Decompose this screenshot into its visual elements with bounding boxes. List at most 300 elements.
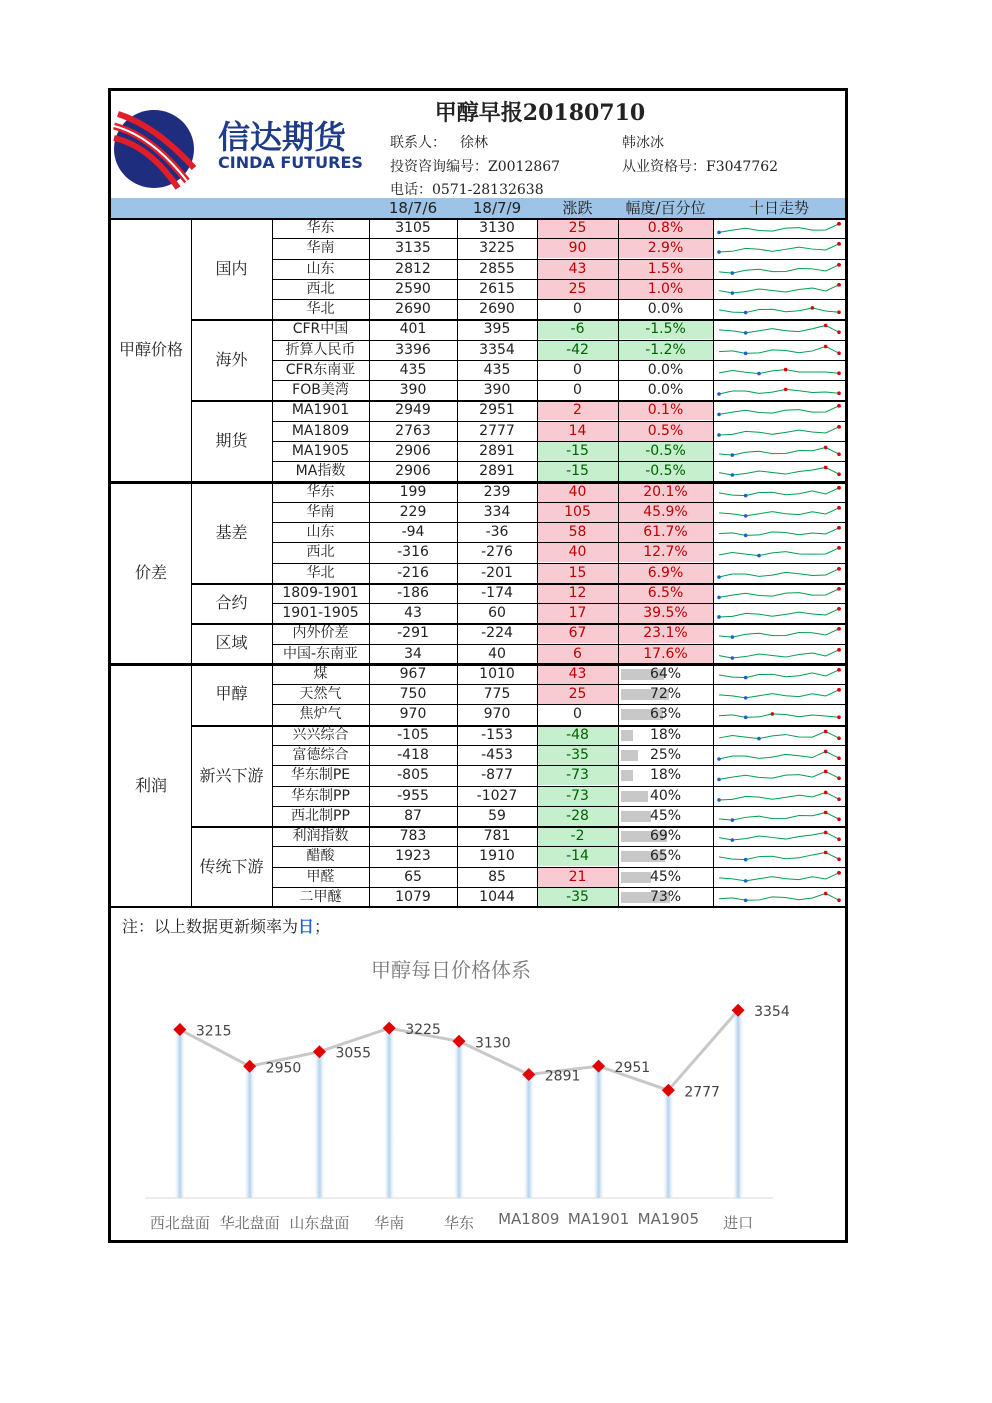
sparkline-low-marker	[744, 311, 748, 315]
percentile-value: 45%	[649, 807, 682, 824]
trend-sparkline	[715, 321, 843, 337]
grid-line	[713, 218, 714, 907]
grid-line	[272, 380, 845, 381]
category-label: 华北盘面	[219, 1214, 280, 1232]
sparkline-low-marker	[744, 351, 748, 355]
sparkline-high-marker	[837, 607, 841, 611]
percentile-value: 72%	[649, 686, 682, 703]
grid-line	[272, 806, 845, 807]
grid-line	[272, 238, 845, 239]
value-date2: 390	[483, 382, 511, 399]
change-value: 2	[537, 400, 618, 420]
subgroup-label: 甲醇	[215, 683, 248, 703]
grid-line	[272, 421, 845, 422]
sparkline-low-marker	[717, 595, 721, 599]
svg-text:CINDA FUTURES: CINDA FUTURES	[218, 153, 363, 172]
sparkline-high-marker	[837, 567, 841, 571]
row-item-label: 山东	[306, 524, 335, 541]
row-item-label: MA指数	[295, 463, 346, 480]
grid-line	[272, 299, 845, 300]
percent-change: 39.5%	[618, 603, 713, 623]
subgroup-label: 期货	[215, 431, 248, 451]
trend-sparkline	[715, 585, 843, 601]
grid-line	[191, 725, 845, 727]
change-value: -73	[537, 786, 618, 806]
sparkline-high-marker	[837, 736, 841, 740]
change-value: -6	[537, 319, 618, 339]
sparkline-high-marker	[837, 756, 841, 760]
grid-line	[111, 906, 845, 908]
row-item-label: 富德综合	[292, 747, 349, 764]
row-item-label: MA1901	[291, 402, 350, 419]
trend-sparkline	[715, 646, 843, 662]
phone: 电话：0571-28132638	[390, 182, 544, 198]
col-percent: 幅度/百分位	[625, 199, 706, 217]
trend-sparkline	[715, 869, 843, 885]
subgroup-label: 国内	[215, 259, 248, 278]
value-date2: -1027	[476, 787, 518, 804]
grid-line	[272, 340, 845, 341]
change-value: 12	[537, 583, 618, 603]
grid-line	[191, 826, 845, 828]
row-item-label: 西北制PP	[291, 807, 350, 824]
grid-line	[111, 663, 845, 666]
chart-title: 甲醇每日价格体系	[371, 958, 531, 982]
value-date1: 1923	[395, 848, 431, 865]
category-label: MA1905	[637, 1210, 700, 1228]
row-item-label: 西北	[306, 544, 335, 561]
sparkline-high-marker	[837, 668, 841, 672]
change-value: 0	[573, 706, 582, 723]
sparkline-low-marker	[731, 636, 735, 640]
sparkline-low-marker	[744, 534, 748, 538]
value-date2: 781	[483, 828, 511, 845]
sparkline-high-marker	[824, 892, 828, 896]
contact-name-1: 徐林	[460, 135, 488, 151]
value-date1: 3396	[395, 341, 431, 358]
sparkline-low-marker	[731, 838, 735, 842]
value-date2: 1010	[479, 665, 515, 682]
percentile-value: 64%	[649, 665, 682, 682]
percent-change: 23.1%	[618, 623, 713, 643]
row-item-label: 内外价差	[292, 625, 349, 642]
trend-sparkline	[715, 808, 843, 824]
trend-sparkline	[715, 443, 843, 459]
change-value: -42	[537, 340, 618, 360]
grid-line	[272, 542, 845, 543]
percentile-value: 18%	[649, 767, 682, 784]
report-title: 甲醇早报20180710	[434, 100, 646, 126]
subgroup-label: 海外	[215, 350, 248, 370]
data-label: 3225	[405, 1022, 441, 1039]
grid-line	[191, 583, 845, 585]
value-date1: 970	[399, 706, 427, 723]
trend-sparkline	[715, 565, 843, 581]
sparkline-high-marker	[837, 688, 841, 692]
row-item-label: 华北	[306, 564, 335, 581]
subgroup-label: 合约	[215, 592, 248, 612]
value-date1: -291	[397, 625, 429, 642]
value-date1: 2949	[395, 402, 431, 419]
sparkline-high-marker	[837, 837, 841, 841]
sparkline-high-marker	[824, 790, 828, 794]
grid-line	[369, 218, 370, 907]
trend-sparkline	[715, 524, 843, 540]
value-date1: 87	[404, 807, 422, 824]
percent-change: -0.5%	[618, 441, 713, 461]
value-date2: 1910	[479, 848, 515, 865]
sparkline-low-marker	[717, 231, 721, 235]
percent-change: 0.8%	[618, 218, 713, 238]
sparkline-low-marker	[731, 656, 735, 660]
percentile-value: 25%	[649, 747, 682, 764]
grid-line	[618, 218, 619, 907]
percent-change: 2.9%	[618, 238, 713, 258]
change-value: 17	[537, 603, 618, 623]
sparkline-high-marker	[824, 344, 828, 348]
sparkline-high-marker	[824, 446, 828, 450]
trend-sparkline	[715, 706, 843, 722]
trend-sparkline	[715, 463, 843, 479]
sparkline-high-marker	[837, 797, 841, 801]
subgroup-label: 新兴下游	[199, 765, 264, 785]
grid-line	[272, 846, 845, 847]
data-table	[111, 218, 845, 907]
value-date1: 967	[399, 665, 427, 682]
percentile-value: 63%	[649, 706, 682, 723]
sparkline-low-marker	[744, 331, 748, 335]
row-item-label: 华南	[306, 503, 335, 520]
sparkline-low-marker	[717, 392, 721, 396]
col-trend: 十日走势	[748, 199, 809, 217]
row-item-label: 华东	[306, 220, 335, 236]
col-date2: 18/7/9	[472, 199, 522, 217]
change-value: -14	[537, 846, 618, 866]
row-item-label: 华北	[306, 301, 335, 318]
percent-change: 17.6%	[618, 644, 713, 664]
sparkline-high-marker	[824, 851, 828, 855]
row-item-label: CFR中国	[292, 321, 349, 338]
value-date1: -94	[401, 524, 425, 541]
change-value: 15	[537, 563, 618, 583]
trend-sparkline	[715, 342, 843, 358]
sparkline-low-marker	[744, 676, 748, 680]
sparkline-high-marker	[837, 263, 841, 267]
value-date1: 2812	[395, 260, 431, 277]
sparkline-high-marker	[837, 858, 841, 862]
value-date2: 3354	[479, 341, 515, 358]
sparkline-high-marker	[837, 310, 841, 314]
trend-sparkline	[715, 727, 843, 743]
sparkline-high-marker	[837, 817, 841, 821]
price-system-chart	[111, 945, 845, 1240]
percent-change: 45.9%	[618, 502, 713, 522]
grid-line	[111, 481, 845, 484]
grid-line	[272, 360, 845, 361]
change-value: 6	[537, 644, 618, 664]
value-date1: 65	[404, 868, 422, 885]
value-date1: 3135	[395, 240, 431, 257]
row-item-label: 兴兴综合	[292, 726, 349, 743]
section-label: 利润	[134, 775, 167, 795]
value-date2: 2855	[479, 260, 515, 277]
change-value: 43	[537, 664, 618, 684]
license-id: 从业资格号：F3047762	[622, 159, 779, 175]
change-value: 0	[573, 361, 582, 378]
sparkline-high-marker	[837, 404, 841, 408]
sparkline-low-marker	[731, 291, 735, 295]
sparkline-high-marker	[837, 452, 841, 456]
change-value: -15	[537, 441, 618, 461]
row-item-label: 华南	[306, 240, 335, 257]
value-date2: 970	[483, 706, 511, 723]
svg-text:信达期货: 信达期货	[218, 118, 347, 156]
trend-sparkline	[715, 281, 843, 297]
sparkline-high-marker	[824, 770, 828, 774]
drop-line	[383, 1028, 395, 1198]
grid-line	[272, 441, 845, 442]
drop-line	[313, 1052, 325, 1198]
row-item-label: 山东	[306, 260, 335, 277]
sparkline-high-marker	[824, 466, 828, 470]
drop-line	[244, 1066, 256, 1198]
grid-line	[272, 279, 845, 280]
percent-change: -1.2%	[618, 340, 713, 360]
category-label: 进口	[723, 1214, 754, 1232]
value-date1: -186	[397, 584, 429, 601]
grid-line	[272, 867, 845, 868]
change-value: -48	[537, 725, 618, 745]
value-date2: 3130	[479, 220, 515, 236]
category-label: MA1809	[498, 1210, 560, 1228]
change-value: 21	[537, 867, 618, 887]
value-date1: 2906	[395, 463, 431, 480]
percent-change: 0.0%	[647, 382, 684, 399]
sparkline-low-marker	[744, 696, 748, 700]
col-change: 涨跌	[562, 199, 593, 217]
data-label: 2951	[614, 1060, 651, 1077]
value-date2: 1044	[479, 888, 515, 905]
value-date2: -174	[481, 584, 513, 601]
trend-sparkline	[715, 605, 843, 621]
sparkline-low-marker	[717, 433, 721, 437]
data-label: 3354	[754, 1004, 790, 1021]
grid-line	[191, 319, 845, 321]
data-label: 2777	[684, 1084, 720, 1101]
sparkline-low-marker	[717, 757, 721, 761]
value-date1: -805	[397, 767, 429, 784]
sparkline-high-marker	[837, 716, 841, 720]
trend-sparkline	[715, 848, 843, 864]
grid-line	[191, 400, 845, 402]
grid-line	[457, 218, 458, 907]
value-date2: -36	[485, 524, 509, 541]
drop-line	[732, 1010, 744, 1198]
value-date1: 1079	[395, 888, 431, 905]
sparkline-high-marker	[771, 713, 775, 717]
value-date1: 390	[399, 382, 427, 399]
value-date2: 2777	[479, 422, 515, 439]
value-date1: 2763	[395, 422, 431, 439]
change-value: 90	[537, 238, 618, 258]
grid-line	[191, 218, 192, 907]
value-date2: 2951	[479, 402, 515, 419]
sparkline-high-marker	[824, 324, 828, 328]
data-label: 2891	[544, 1068, 581, 1085]
row-item-label: 天然气	[299, 686, 342, 703]
drop-line	[453, 1041, 465, 1198]
sparkline-low-marker	[717, 413, 721, 417]
drop-line	[662, 1090, 674, 1198]
sparkline-low-marker	[717, 615, 721, 619]
trend-sparkline	[715, 788, 843, 804]
sparkline-high-marker	[837, 371, 841, 375]
trend-sparkline	[715, 544, 843, 560]
grid-line	[272, 461, 845, 462]
sparkline-low-marker	[731, 818, 735, 822]
value-date2: 2615	[479, 280, 515, 297]
grid-line	[272, 218, 273, 907]
value-date1: 3105	[395, 220, 431, 236]
sparkline-high-marker	[837, 351, 841, 355]
value-date2: 2891	[479, 442, 515, 459]
sparkline-low-marker	[744, 716, 748, 720]
category-label: 华东	[443, 1214, 475, 1232]
sparkline-high-marker	[837, 587, 841, 591]
sparkline-low-marker	[717, 250, 721, 254]
change-value: -35	[537, 887, 618, 907]
change-value: 43	[537, 259, 618, 279]
sparkline-low-marker	[731, 453, 735, 457]
percent-change: 6.9%	[618, 563, 713, 583]
change-value: 67	[537, 623, 618, 643]
row-item-label: MA1809	[291, 422, 350, 439]
percent-change: 0.5%	[618, 421, 713, 441]
trend-sparkline	[715, 747, 843, 763]
grid-line	[272, 704, 845, 705]
category-label: 西北盘面	[149, 1214, 210, 1232]
sparkline-high-marker	[837, 777, 841, 781]
change-value: 105	[537, 502, 618, 522]
sparkline-low-marker	[717, 798, 721, 802]
percentile-value: 40%	[649, 787, 682, 804]
value-date1: -105	[397, 726, 429, 743]
value-date2: 2891	[479, 463, 515, 480]
sparkline-high-marker	[837, 546, 841, 550]
sparkline-low-marker	[717, 778, 721, 782]
category-label: 华南	[374, 1214, 405, 1232]
drop-line	[593, 1066, 605, 1198]
sparkline-low-marker	[757, 737, 761, 741]
sparkline-high-marker	[837, 871, 841, 875]
grid-line	[272, 745, 845, 746]
grid-line	[272, 603, 845, 604]
sparkline-high-marker	[824, 750, 828, 754]
row-item-label: FOB美湾	[292, 382, 349, 399]
value-date2: -877	[481, 767, 513, 784]
percentile-value: 65%	[649, 848, 682, 865]
trend-sparkline	[715, 261, 843, 277]
value-date1: 750	[399, 686, 427, 703]
value-date1: -955	[397, 787, 429, 804]
value-date1: 199	[399, 483, 427, 500]
change-value: -28	[537, 806, 618, 826]
value-date2: 395	[483, 321, 511, 338]
change-value: 58	[537, 522, 618, 542]
sparkline-high-marker	[837, 526, 841, 530]
sparkline-low-marker	[717, 575, 721, 579]
change-value: -2	[537, 826, 618, 846]
value-date1: -418	[397, 747, 429, 764]
value-date2: -153	[481, 726, 513, 743]
value-date2: -276	[481, 544, 513, 561]
contact-name-2: 韩冰冰	[622, 135, 664, 151]
change-value: -73	[537, 765, 618, 785]
data-label: 2950	[265, 1060, 302, 1077]
percentile-value: 69%	[649, 828, 682, 845]
trend-sparkline	[715, 423, 843, 439]
row-item-label: 中国-东南亚	[282, 645, 359, 662]
value-date1: -316	[397, 544, 429, 561]
change-value: 40	[537, 542, 618, 562]
sparkline-high-marker	[837, 486, 841, 490]
sparkline-high-marker	[837, 331, 841, 335]
sparkline-high-marker	[837, 648, 841, 652]
data-label: 3215	[195, 1023, 232, 1040]
section-label: 甲醇价格	[118, 340, 183, 359]
value-date2: 2690	[479, 301, 515, 318]
sparkline-low-marker	[757, 372, 761, 376]
grid-line	[272, 684, 845, 685]
percent-change: 0.0%	[647, 301, 684, 318]
change-value: 14	[537, 421, 618, 441]
row-item-label: 1901-1905	[282, 605, 359, 622]
value-date2: 334	[483, 503, 511, 520]
grid-line	[537, 218, 538, 907]
sparkline-low-marker	[731, 271, 735, 275]
grid-line	[272, 786, 845, 787]
percent-change: 1.5%	[618, 259, 713, 279]
sparkline-high-marker	[837, 222, 841, 226]
value-date1: 2590	[395, 280, 431, 297]
value-date2: 435	[483, 361, 511, 378]
trend-sparkline	[715, 382, 843, 398]
update-note: 注：以上数据更新频率为日；	[122, 917, 331, 936]
trend-sparkline	[715, 666, 843, 682]
value-date2: 60	[488, 605, 506, 622]
percent-change: 0.1%	[618, 400, 713, 420]
subgroup-label: 基差	[215, 522, 248, 542]
row-item-label: 华东	[306, 483, 335, 500]
change-value: 25	[537, 218, 618, 238]
value-date2: 59	[488, 807, 506, 824]
value-date2: -224	[481, 625, 513, 642]
percent-change: -1.5%	[618, 319, 713, 339]
contact-label: 联系人：	[390, 135, 446, 151]
subgroup-label: 传统下游	[199, 857, 264, 877]
trend-sparkline	[715, 301, 843, 317]
change-value: 25	[537, 279, 618, 299]
row-item-label: MA1905	[291, 442, 350, 459]
change-value: 40	[537, 482, 618, 502]
grid-line	[272, 563, 845, 564]
data-label: 3055	[335, 1045, 372, 1062]
grid-line	[272, 522, 845, 523]
change-value: 0	[573, 301, 582, 318]
row-item-label: 1809-1901	[282, 584, 359, 601]
sparkline-high-marker	[824, 810, 828, 814]
value-date1: 43	[404, 605, 422, 622]
